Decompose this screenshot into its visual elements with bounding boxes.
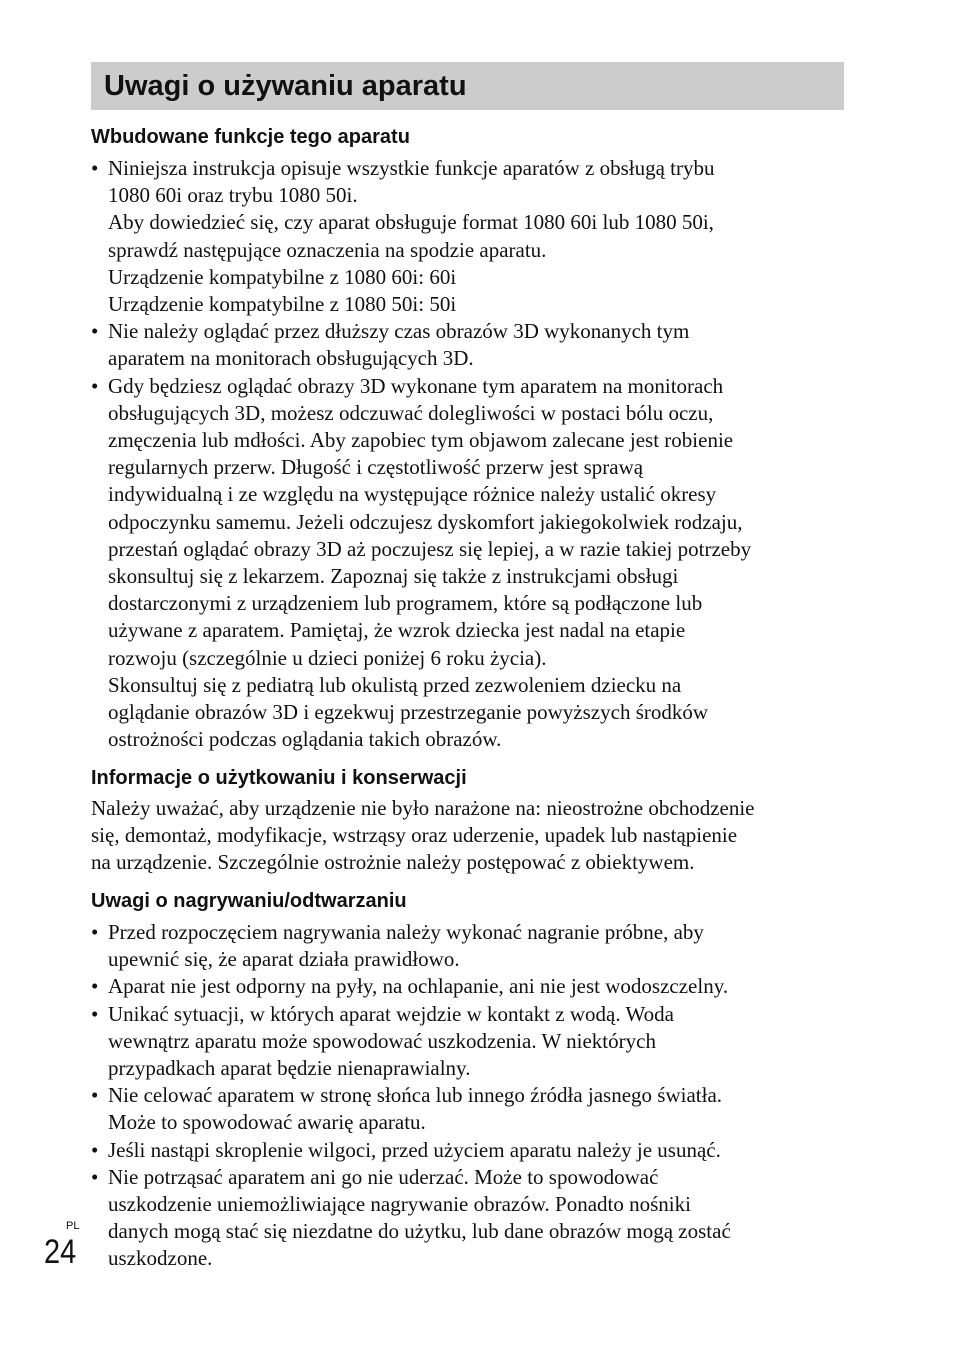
text-line: przypadkach aparat będzie nienaprawialny. xyxy=(108,1056,471,1081)
text-line: Nie należy oglądać przez dłuższy czas obrazów 3D wykonanych tym xyxy=(108,319,690,344)
list-item xyxy=(91,318,851,372)
text-line: indywidualną i ze względu na występujące różnice należy ustalić okresy xyxy=(108,482,717,507)
text-line: uszkodzenie uniemożliwiające nagrywanie obrazów. Ponadto nośniki xyxy=(108,1192,691,1217)
page-number: 24 xyxy=(44,1233,77,1271)
text-line: oglądanie obrazów 3D i egzekwuj przestrzeganie powyższych środków xyxy=(108,700,709,725)
text-line: skonsultuj się z lekarzem. Zapoznaj się także z instrukcjami obsługi xyxy=(108,564,679,589)
recording-playback-list xyxy=(91,919,851,1273)
text-line: Aby dowiedzieć się, czy aparat obsługuje format 1080 60i lub 1080 50i, xyxy=(108,210,714,235)
text-line: na urządzenie. Szczególnie ostrożnie należy postępować z obiektywem. xyxy=(91,850,695,875)
section-heading-built-in-functions: Wbudowane funkcje tego aparatu xyxy=(91,126,410,148)
bullet-icon: • xyxy=(91,1001,99,1026)
usage-and-care-paragraph xyxy=(91,795,851,877)
text-line: Przed rozpoczęciem nagrywania należy wykonać nagranie próbne, aby xyxy=(108,920,704,944)
section-heading-usage-and-care: Informacje o użytkowaniu i konserwacji xyxy=(91,767,467,789)
text-line: przestań oglądać obrazy 3D aż poczujesz się lepiej, a w razie takiej potrzeby xyxy=(108,536,752,561)
section-heading-recording-playback: Uwagi o nagrywaniu/odtwarzaniu xyxy=(91,890,407,912)
list-item xyxy=(91,1001,851,1083)
text-line: Jeśli nastąpi skroplenie wilgoci, przed użyciem aparatu należy je usunąć. xyxy=(108,1137,721,1162)
text-line: odpoczynku samemu. Jeżeli odczujesz dyskomfort jakiegokolwiek rodzaju, xyxy=(108,509,743,534)
text-line: Może to spowodować awarię aparatu. xyxy=(108,1110,426,1135)
text-line: Należy uważać, aby urządzenie nie było narażone na: nieostrożne obchodzenie xyxy=(91,796,755,820)
text-line: upewnić się, że aparat działa prawidłowo. xyxy=(108,947,460,972)
text-line: zmęczenia lub mdłości. Aby zapobiec tym objawom zalecane jest robienie xyxy=(108,428,734,453)
page-title: Uwagi o używaniu aparatu xyxy=(91,62,844,110)
text-line: się, demontaż, modyfikacje, wstrząsy oraz uderzenie, upadek lub nastąpienie xyxy=(91,823,738,848)
text-line: sprawdź następujące oznaczenia na spodzie aparatu. xyxy=(108,237,547,262)
text-line: regularnych przerw. Długość i częstotliwość przerw jest sprawą xyxy=(108,455,644,480)
text-line: używane z aparatem. Pamiętaj, że wzrok dziecka jest nadal na etapie xyxy=(108,618,686,643)
text-line: Unikać sytuacji, w których aparat wejdzie w kontakt z wodą. Woda xyxy=(108,1001,674,1026)
text-line: Aparat nie jest odporny na pyły, na ochlapanie, ani nie jest wodoszczelny. xyxy=(108,974,729,999)
text-line: danych mogą stać się niezdatne do użytku, lub dane obrazów mogą zostać xyxy=(108,1219,731,1244)
text-line: 1080 60i oraz trybu 1080 50i. xyxy=(108,183,358,208)
language-label: PL xyxy=(66,1220,80,1232)
built-in-functions-list xyxy=(91,155,851,753)
text-line: Urządzenie kompatybilne z 1080 50i: 50i xyxy=(108,292,457,317)
list-item xyxy=(91,373,851,754)
text-line: Gdy będziesz oglądać obrazy 3D wykonane tym aparatem na monitorach xyxy=(108,373,724,398)
list-item xyxy=(91,1137,851,1164)
bullet-icon: • xyxy=(91,1083,99,1108)
bullet-icon: • xyxy=(91,1137,99,1162)
text-line: ostrożności podczas oglądania takich obrazów. xyxy=(108,727,502,752)
bullet-icon: • xyxy=(91,156,99,180)
bullet-icon: • xyxy=(91,319,99,344)
text-line: Nie celować aparatem w stronę słońca lub innego źródła jasnego światła. xyxy=(108,1083,723,1108)
bullet-icon: • xyxy=(91,974,99,999)
bullet-icon: • xyxy=(91,1164,99,1189)
text-line: Nie potrząsać aparatem ani go nie uderzać. Może to spowodować xyxy=(108,1164,659,1189)
list-item xyxy=(91,973,851,1000)
text-line: uszkodzone. xyxy=(108,1246,213,1271)
list-item xyxy=(91,919,851,973)
text-line: Skonsultuj się z pediatrą lub okulistą przed zezwoleniem dziecku na xyxy=(108,672,682,697)
bullet-icon: • xyxy=(91,920,99,944)
list-item xyxy=(91,1164,851,1273)
list-item xyxy=(91,1082,851,1136)
text-line: dostarczonymi z urządzeniem lub programem, które są podłączone lub xyxy=(108,591,703,616)
text-line: obsługujących 3D, możesz odczuwać dolegliwości w postaci bólu oczu, xyxy=(108,400,714,425)
text-line: Niniejsza instrukcja opisuje wszystkie funkcje aparatów z obsługą trybu xyxy=(108,156,715,180)
list-item xyxy=(91,155,851,318)
text-line: aparatem na monitorach obsługujących 3D. xyxy=(108,346,474,371)
text-line: wewnątrz aparatu może spowodować uszkodzenia. W niektórych xyxy=(108,1028,656,1053)
bullet-icon: • xyxy=(91,373,99,398)
text-line: Urządzenie kompatybilne z 1080 60i: 60i xyxy=(108,264,457,289)
text-line: rozwoju (szczególnie u dzieci poniżej 6 roku życia). xyxy=(108,645,547,670)
